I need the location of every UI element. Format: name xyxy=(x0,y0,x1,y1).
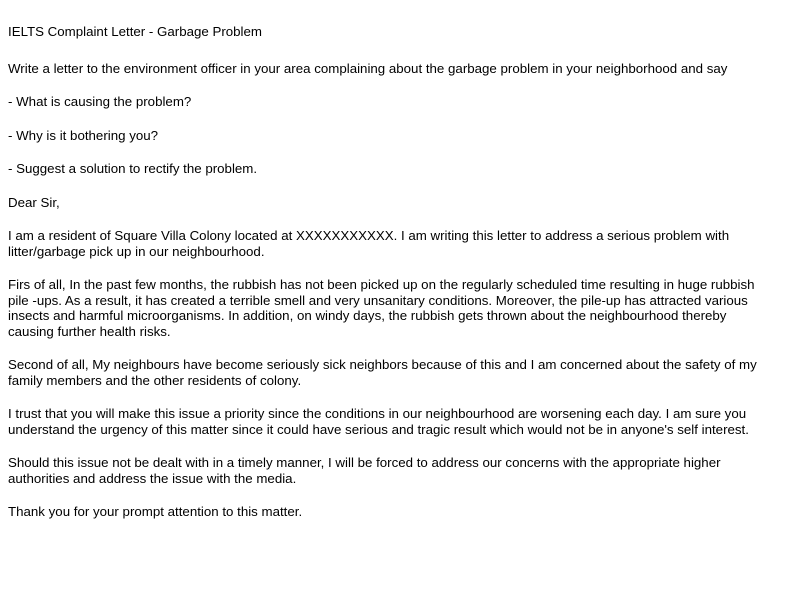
letter-paragraph-warning: Should this issue not be dealt with in a timely manner, I will be forced to address our concerns with the appropriate higher authorities and address the issue with the media. xyxy=(8,455,721,486)
task-prompt: Write a letter to the environment officer in your area complaining about the garbage problem in your neighborhood and say xyxy=(8,60,728,76)
task-point-solution: - Suggest a solution to rectify the problem. xyxy=(8,161,258,176)
letter-salutation: Dear Sir, xyxy=(8,194,60,210)
document-title: IELTS Complaint Letter - Garbage Problem xyxy=(8,24,262,39)
letter-paragraph-intro: I am a resident of Square Villa Colony located at XXXXXXXXXXX. I am writing this letter to address a serious problem with litter/garbage pick up in our neighbourhood. xyxy=(8,228,730,259)
task-point-cause: - What is causing the problem? xyxy=(8,94,192,109)
letter-closing: Thank you for your prompt attention to this matter. xyxy=(8,504,303,519)
task-point-bother: - Why is it bothering you? xyxy=(8,127,159,143)
letter-paragraph-cause: Firs of all, In the past few months, the rubbish has not been picked up on the regularly scheduled time resulting in huge rubbish pile -ups. As a result, it has created a terrible smell and very unsanitary conditions. Moreover, the pile-up has attracted various insects and harmful microorganisms. In addition, on windy days, the rubbish gets thrown about the neighbourhood thereby causing further health risks. xyxy=(8,277,755,339)
letter-document xyxy=(8,24,768,538)
letter-paragraph-impact: Second of all, My neighbours have become seriously sick neighbors because of this and I am concerned about the safety of my family members and the other residents of colony. xyxy=(8,357,757,388)
letter-paragraph-request: I trust that you will make this issue a priority since the conditions in our neighbourhood are worsening each day. I am sure you understand the urgency of this matter since it could have serious and tragic result which would not be in anyone's self interest. xyxy=(8,406,749,437)
